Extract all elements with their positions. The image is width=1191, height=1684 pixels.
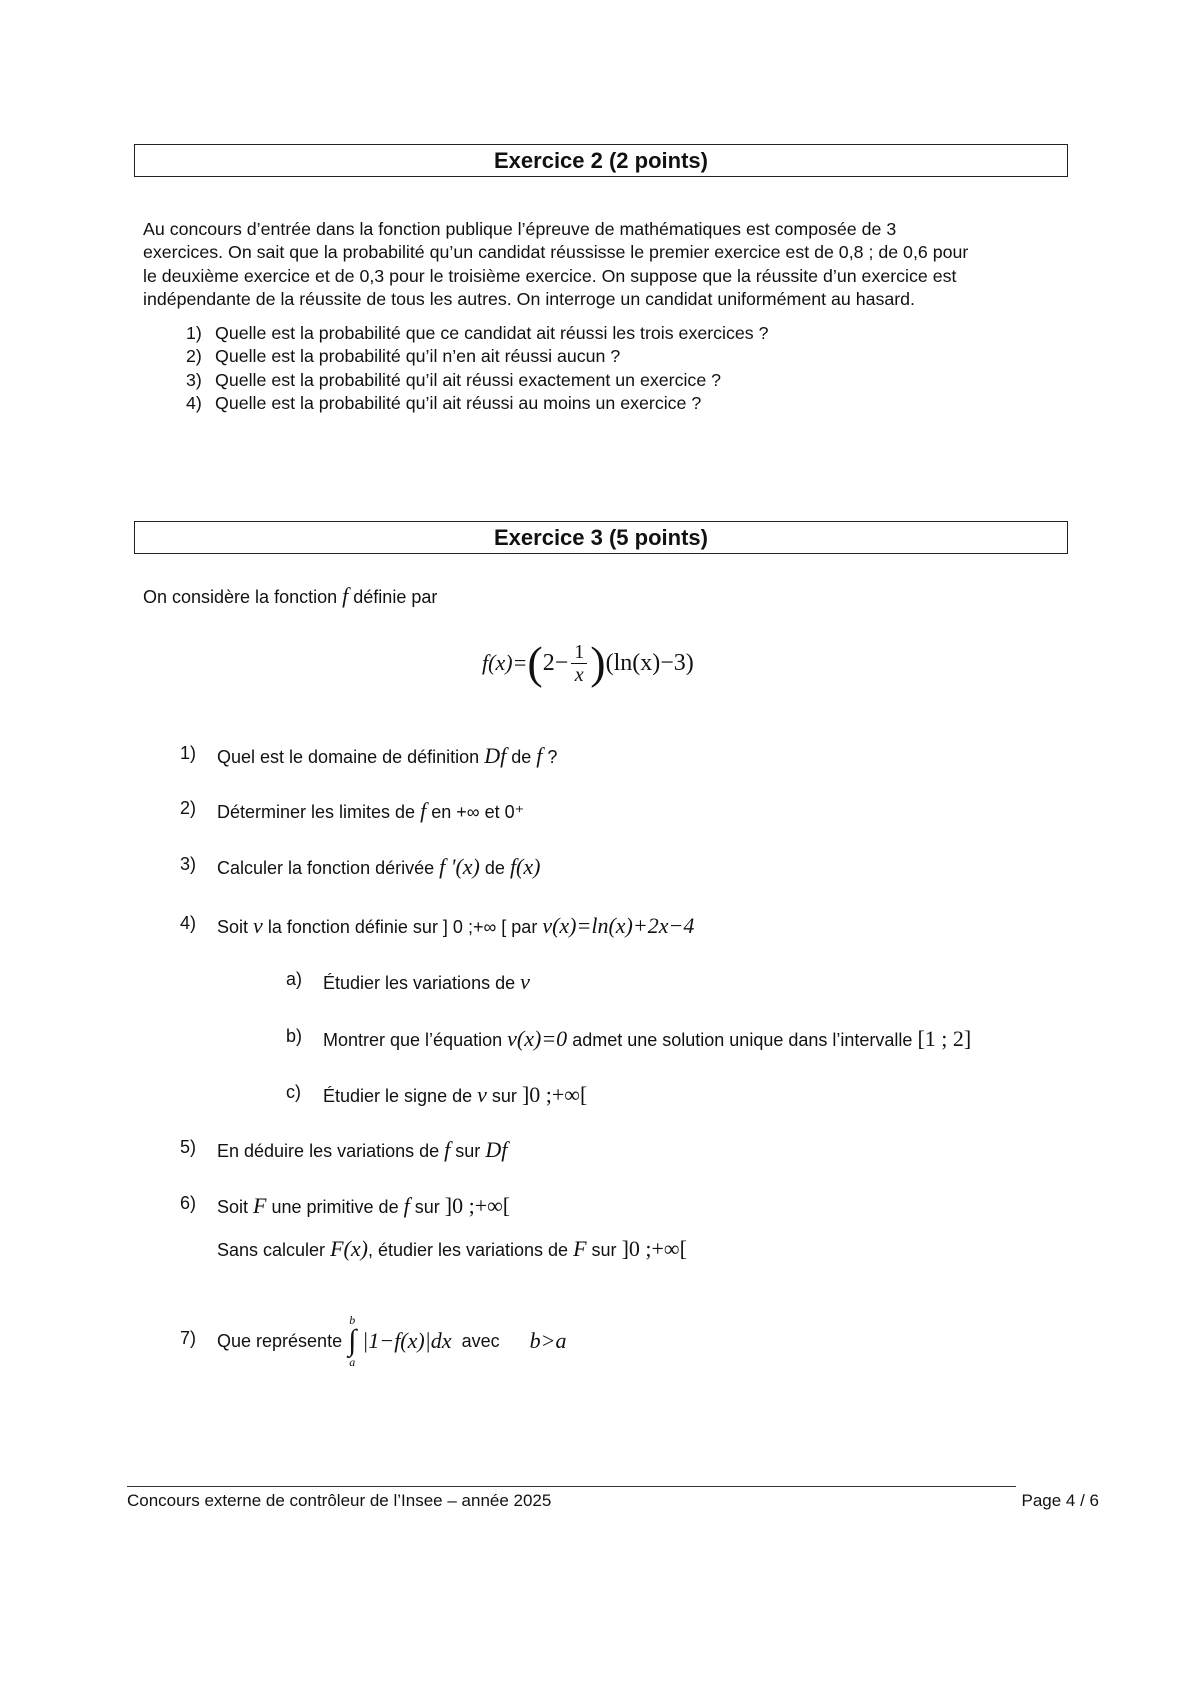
exercise-3-title: Exercice 3 (5 points) bbox=[134, 521, 1068, 554]
question: 4) Quelle est la probabilité qu’il ait réussi au moins un exercice ? bbox=[186, 392, 702, 413]
question: 2) Quelle est la probabilité qu’il n’en ait réussi aucun ? bbox=[186, 346, 621, 367]
intro-line: exercices. On sait que la probabilité qu’un candidat réussisse le premier exercice est de 0,8 ; de 0,6 pour bbox=[143, 242, 969, 263]
page-number: Page 4 / 6 bbox=[1021, 1491, 1099, 1510]
question: 3) Quelle est la probabilité qu’il ait réussi exactement un exercice ? bbox=[186, 369, 722, 390]
exercise-3-intro: On considère la fonction f définie par bbox=[143, 583, 438, 608]
exercise-2-intro bbox=[143, 218, 1059, 311]
question: 1) Quelle est la probabilité que ce candidat ait réussi les trois exercices ? bbox=[186, 323, 769, 343]
intro-line: le deuxième exercice et de 0,3 pour le troisième exercice. On suppose que la réussite d’un exercice est bbox=[143, 265, 957, 286]
exercise-2-questions bbox=[186, 322, 769, 415]
footer-left: Concours externe de contrôleur de l’Insee – année 2025 bbox=[127, 1491, 552, 1510]
function-formula: f(x)= ( 2− $\frac{1}{x}$ ) (ln(x)−3) bbox=[482, 637, 694, 688]
footer-divider bbox=[127, 1486, 1016, 1487]
intro-line: indépendante de la réussite de tous les autres. On interroge un candidat uniformément au hasard. bbox=[143, 288, 915, 309]
exercise-2-title: Exercice 2 (2 points) bbox=[134, 144, 1068, 177]
intro-line: Au concours d’entrée dans la fonction publique l’épreuve de mathématiques est composée de 3 bbox=[143, 219, 897, 239]
document-page: Exercice 2 (2 points) Au concours d’entrée dans la fonction publique l’épreuve de mathématiques est composée de 3 exercices. On sait que la probabilité qu’un candidat réussisse le premier exercice est de 0,8 ; de 0,6 pour le deuxième exercice et de 0,3 pour le troisième exercice. On suppose que la réussite d’un exercice est indépendante de la réussite de tous les autres. On interroge un candidat uniformément au hasard. 1) Quelle est la probabilité que ce candidat ait réussi les trois exercices ? 2) Quelle est la probabilité qu’il n’en ait réussi aucun ? 3) Quelle est la probabilité qu’il ait réussi exactement un exercice ? 4) Quelle est la probabilité qu’il ait réussi au moins un exercice ? Exercice 3 (5 points) On considère la fonction f définie par f(x)= ( 2− $\frac{1}{x}$ ) (ln(x)−3) 1) Quel est le domaine de définition Df de f ? 2) Déterminer les limites de f en +∞ et 0⁺ 3) Calculer la fonction dérivée f '(x) de f(x) 4) Soit v la fonction définie sur ] 0 ;+∞ [ par v(x)=ln(x)+2x−4 a) Étudier les variations de v b) Montrer que l’équation v(x)=0 admet une solution unique dans l’intervalle [1 ; 2] c) Étudier le signe de v sur ]0 ;+∞[ 5) En déduire les variations de f sur Df 6) Soit F une primitive de f sur ]0 ;+∞[ Sans calculer F(x), étudier les variations de F sur ]0 ;+∞[ 7) Que représente b ∫ a |1−f(x)|dx avec b>a Concours externe de contrôleur de l’Insee – année 2025 Page 4 / 6 bbox=[0, 0, 1191, 1684]
question-6-continued: Sans calculer F(x), étudier les variations de F sur ]0 ;+∞[ bbox=[217, 1236, 687, 1261]
integral-sign: b ∫ a bbox=[348, 1313, 357, 1369]
